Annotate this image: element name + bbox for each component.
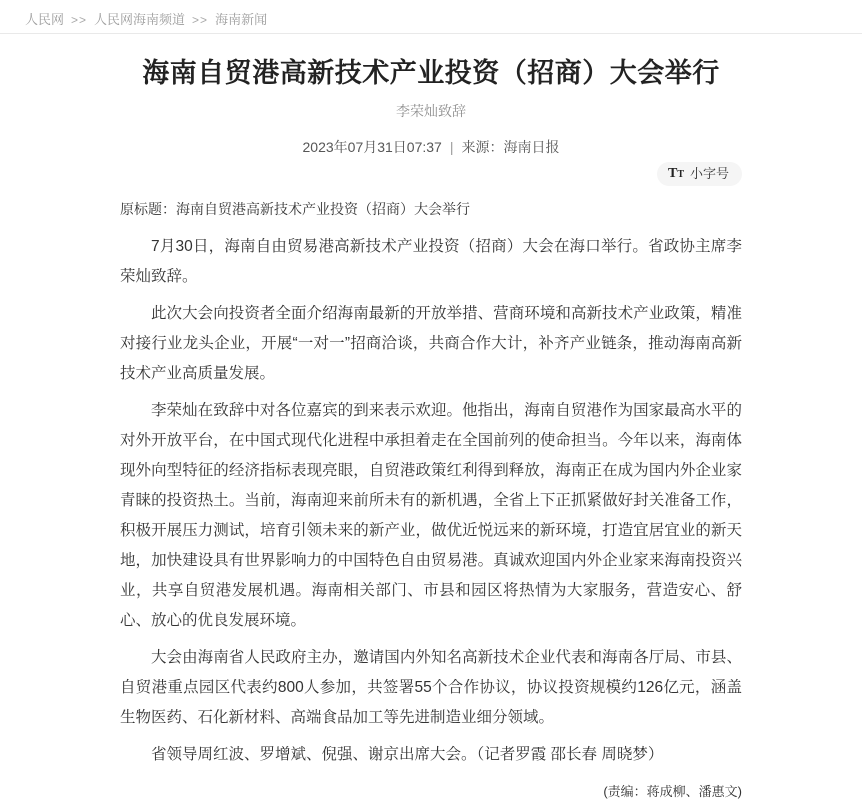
paragraph-3: 李荣灿在致辞中对各位嘉宾的到来表示欢迎。他指出，海南自贸港作为国家最高水平的对外开放平台，在中国式现代化进程中承担着走在全国前列的使命担当。今年以来，海南体现外向型特征的经济指标表现亮眼，自贸港政策红利得到释放，海南正在成为国内外企业家青睐的投资热土。当前，海南迎来前所未有的新机遇，全省上下正抓紧做好封关准备工作，积极开展压力测试，培育引领未来的新产业，做优近悦远来的新环境，打造宜居宜业的新天地，加快建设具有世界影响力的中国特色自由贸易港。真诚欢迎国内外企业家来海南投资兴业，共享自贸港发展机遇。海南相关部门、市县和园区将热情为大家服务，营造安心、舒心、放心的优良发展环境。 xyxy=(120,402,742,629)
font-size-label: 小字号 xyxy=(689,166,729,181)
article-subtitle: 李荣灿致辞 xyxy=(396,103,466,119)
article-title: 海南自贸港高新技术产业投资（招商）大会举行 xyxy=(142,58,720,88)
source-link[interactable]: 海南日报 xyxy=(503,139,560,155)
article-body xyxy=(120,199,742,800)
paragraph-5: 省领导周红波、罗增斌、倪强、谢京出席大会。（记者罗霞 邵长春 周晓梦） xyxy=(151,746,664,763)
article-meta xyxy=(120,137,742,157)
paragraph-4: 大会由海南省人民政府主办，邀请国内外知名高新技术企业代表和海南各厅局、市县、自贸港重点园区代表约800人参加，共签署55个合作协议，协议投资规模约126亿元，涵盖生物医药、石化新材料、高端食品加工等先进制造业细分领域。 xyxy=(120,649,742,726)
source-label: 来源： xyxy=(461,139,504,155)
breadcrumb xyxy=(0,0,862,34)
breadcrumb-link-hainan-channel[interactable]: 人民网海南频道 xyxy=(94,12,186,27)
paragraph-1: 7月30日，海南自由贸易港高新技术产业投资（招商）大会在海口举行。省政协主席李荣灿致辞。 xyxy=(120,238,742,285)
publish-date: 2023年07月31日07:37 xyxy=(302,139,442,155)
breadcrumb-link-hainan-news[interactable]: 海南新闻 xyxy=(215,12,268,27)
breadcrumb-separator: >> xyxy=(192,13,209,27)
editor-note: (责编：蒋成柳、潘惠文) xyxy=(603,784,742,799)
breadcrumb-separator: >> xyxy=(71,13,88,27)
article-container xyxy=(120,56,742,800)
font-size-button[interactable] xyxy=(657,162,742,186)
original-title-line: 原标题：海南自贸港高新技术产业投资（招商）大会举行 xyxy=(120,201,470,217)
article-toolbar xyxy=(120,162,742,187)
breadcrumb-link-peoples-daily[interactable]: 人民网 xyxy=(25,12,65,27)
meta-separator: | xyxy=(449,139,454,155)
font-size-icon: TT xyxy=(667,166,684,181)
paragraph-2: 此次大会向投资者全面介绍海南最新的开放举措、营商环境和高新技术产业政策，精准对接行业龙头企业，开展“一对一”招商洽谈，共商合作大计，补齐产业链条，推动海南高新技术产业高质量发展。 xyxy=(120,305,742,382)
